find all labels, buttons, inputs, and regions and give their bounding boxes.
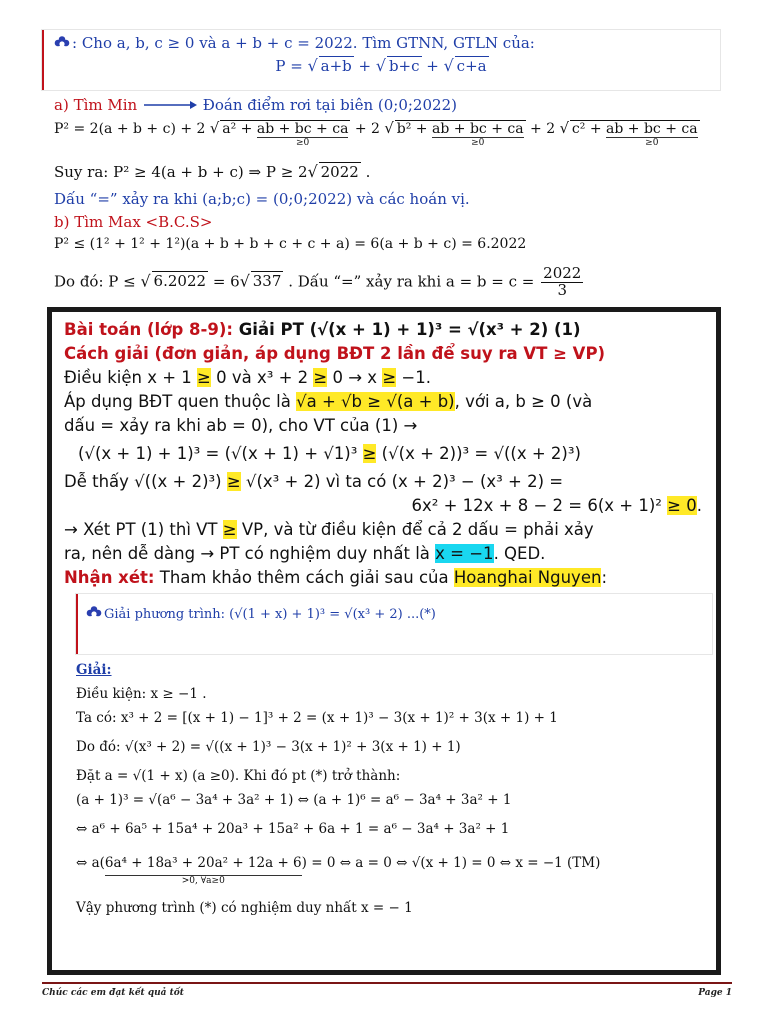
- club-icon: [54, 34, 70, 52]
- box2-xet-line2: ra, nên dễ dàng → PT có nghiệm duy nhất là x = −1. QED.: [64, 544, 546, 563]
- reference-solution: [64, 654, 706, 920]
- suy-ra-line: Suy ra: P² ≥ 4(a + b + c) ⇒ P ≥ 2√ 2022 .: [54, 162, 371, 181]
- problem-box: [42, 30, 720, 90]
- problem-formula: P = √ a+b + √ b+c + √ c+a: [275, 56, 487, 75]
- solution-line-2: Ta có: x³ + 2 = [(x + 1) − 1]³ + 2 = (x + 1)³ − 3(x + 1)² + 3(x + 1) + 1: [76, 710, 558, 726]
- box2-remark: Nhận xét: Tham khảo thêm cách giải sau của Hoanghai Nguyen:: [64, 568, 607, 587]
- box2-xet: → Xét PT (1) thì VT ≥ VP, và từ điều kiện để cả 2 dấu = phải xảy: [64, 520, 594, 539]
- long-arrow-icon: [142, 100, 198, 110]
- box2-apply-ineq: Áp dụng BĐT quen thuộc là √a + √b ≥ √(a + b), với a, b ≥ 0 (và: [64, 392, 593, 411]
- problem-statement: : Cho a, b, c ≥ 0 và a + b + c = 2022. Tìm GTNN, GTLN của:: [72, 34, 535, 52]
- solution-line-4: Đặt a = √(1 + x) (a ≥0). Khi đó pt (*) trở thành:: [76, 768, 401, 784]
- page-footer: [42, 982, 732, 1006]
- box2-apply-line2: dấu = xảy ra khi ab = 0), cho VT của (1) →: [64, 416, 418, 435]
- fraction-2022-3: $\frac{2022}{3}$: [543, 264, 582, 299]
- box2-title: Bài toán (lớp 8-9): Giải PT (√(x + 1) + 1)³ = √(x³ + 2) (1): [64, 320, 581, 339]
- solution-line-3: Do đó: √(x³ + 2) = √((x + 1)³ − 3(x + 1)² + 3(x + 1) + 1): [76, 739, 461, 755]
- problem-line-1: [54, 34, 710, 52]
- reference-problem-box: [76, 594, 712, 654]
- box2-chain: (√(x + 1) + 1)³ = (√(x + 1) + √1)³ ≥ (√(x + 2))³ = √((x + 2)³): [78, 444, 581, 463]
- reference-title: Giải phương trình: (√(1 + x) + 1)³ = √(x³ + 2) ...(*): [104, 607, 436, 622]
- solution-line-8: Vậy phương trình (*) có nghiệm duy nhất x = − 1: [76, 900, 413, 916]
- equation-problem-box: [47, 307, 721, 975]
- page-number: Page 1: [698, 988, 732, 998]
- box2-see-line2: 6x² + 12x + 8 − 2 = 6(x + 1)² ≥ 0.: [411, 496, 702, 515]
- solution-line-6: ⇔ a⁶ + 6a⁵ + 15a⁴ + 20a³ + 15a² + 6a + 1 = a⁶ − 3a⁴ + 3a² + 1: [76, 821, 510, 837]
- footer-greeting: Chúc các em đạt kết quả tốt: [42, 988, 184, 998]
- part-b-heading: b) Tìm Max <B.C.S>: [54, 213, 213, 231]
- p-squared-expansion: P² = 2(a + b + c) + 2 √ a² + ab + bc + ca ≥0 + 2 √ b² + ab + bc + ca ≥0 + 2 √ c² + ab + bc + ca ≥0: [54, 120, 698, 148]
- bcs-inequality: P² ≤ (1² + 1² + 1²)(a + b + b + c + c + a) = 6(a + b + c) = 6.2022: [54, 236, 527, 252]
- max-conclusion: Do đó: P ≤ √ 6.2022 = 6√ 337 . Dấu “=” xảy ra khi a = b = c = $\frac{2022}{3}$: [54, 264, 582, 299]
- box2-condition: Điều kiện x + 1 ≥ 0 và x³ + 2 ≥ 0 → x ≥ −1.: [64, 368, 431, 387]
- part-a-heading: a) Tìm Min Đoán điểm rơi tại biên (0;0;2022): [54, 96, 457, 114]
- club-icon: [86, 606, 102, 622]
- solution-line-7: ⇔ a( 6a⁴ + 18a³ + 20a² + 12a + 6 >0, ∀a≥0 ) = 0 ⇔ a = 0 ⇔ √(x + 1) = 0 ⇔ x = −1 (TM): [76, 851, 700, 886]
- equality-note-a: Dấu “=” xảy ra khi (a;b;c) = (0;0;2022) và các hoán vị.: [54, 190, 470, 208]
- box2-see: Dễ thấy √((x + 2)³) ≥ √(x³ + 2) vì ta có (x + 2)³ − (x³ + 2) =: [64, 472, 564, 491]
- solution-heading: Giải:: [76, 662, 112, 678]
- solution-line-5: (a + 1)³ = √(a⁶ − 3a⁴ + 3a² + 1) ⇔ (a + 1)⁶ = a⁶ − 3a⁴ + 3a² + 1: [76, 792, 512, 808]
- solution-line-1: Điều kiện: x ≥ −1 .: [76, 686, 207, 702]
- box2-method: Cách giải (đơn giản, áp dụng BĐT 2 lần để suy ra VT ≥ VP): [64, 344, 606, 363]
